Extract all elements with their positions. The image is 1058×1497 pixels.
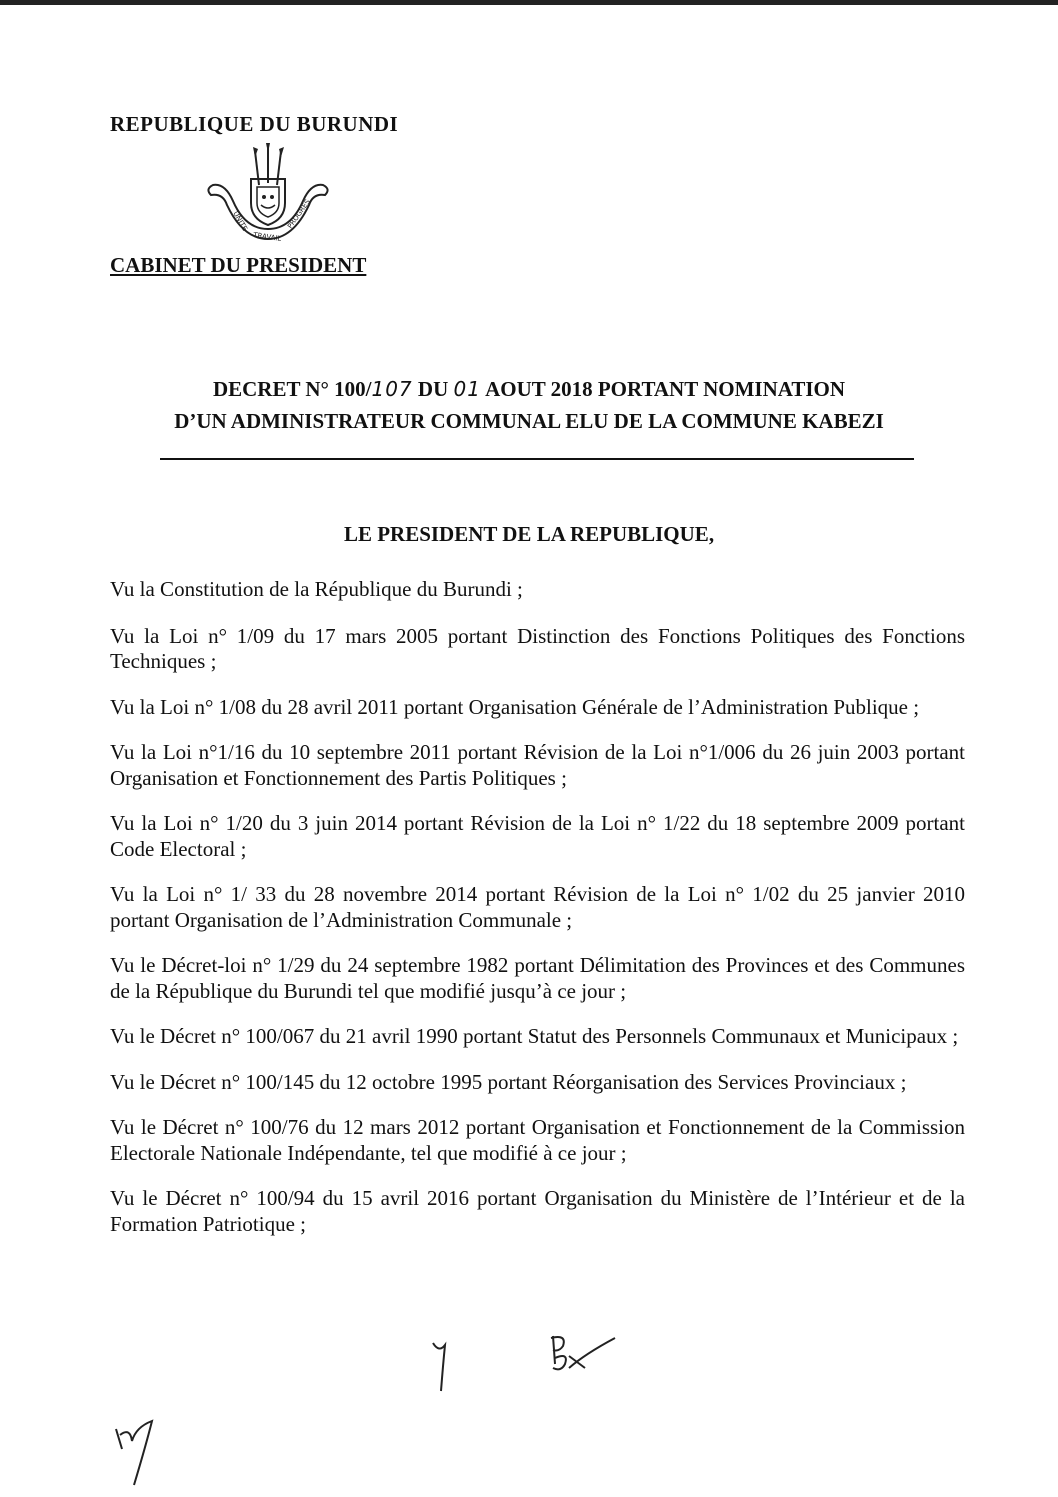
decree-number-handwritten: 107 xyxy=(371,377,413,401)
decree-title-line-2: D’UN ADMINISTRATEUR COMMUNAL ELU DE LA COMMUNE KABEZI xyxy=(174,409,884,433)
preamble-item: Vu la Loi n° 1/20 du 3 juin 2014 portant Révision de la Loi n° 1/22 du 18 septembre 2009 portant Code Electoral ; xyxy=(110,811,965,861)
handwritten-initial-mark xyxy=(425,1335,465,1395)
svg-text:PROGRES: PROGRES xyxy=(286,197,312,231)
preamble-item: Vu le Décret n° 100/94 du 15 avril 2016 portant Organisation du Ministère de l’Intérieur et de la Formation Patriotique ; xyxy=(110,1186,965,1236)
preamble-item: Vu le Décret n° 100/145 du 12 octobre 1995 portant Réorganisation des Services Provinciaux ; xyxy=(110,1069,907,1094)
preamble-item: Vu la Constitution de la République du Burundi ; xyxy=(110,577,523,601)
preamble-item: Vu le Décret n° 100/067 du 21 avril 1990 portant Statut des Personnels Communaux et Municipaux ; xyxy=(110,1024,959,1048)
decree-day-handwritten: 01 xyxy=(453,377,481,401)
decree-title-line-1 xyxy=(0,374,1058,404)
coat-of-arms-emblem xyxy=(203,143,333,253)
decree-du: DU xyxy=(417,377,449,401)
svg-text:TRAVAIL: TRAVAIL xyxy=(252,231,282,243)
svg-text:UNITE: UNITE xyxy=(231,210,249,233)
preamble-item: Vu le Décret n° 100/76 du 12 mars 2012 portant Organisation et Fonctionnement de la Commission Electorale Nationale Indépendante, tel que modifié à ce jour ; xyxy=(110,1115,965,1165)
cabinet-heading: CABINET DU PRESIDENT xyxy=(110,253,367,277)
title-underline-rule xyxy=(160,458,914,460)
decree-prefix: DECRET N° 100/ xyxy=(212,377,372,401)
decree-suffix: AOUT 2018 PORTANT NOMINATION xyxy=(485,377,846,401)
preamble-item: Vu la Loi n° 1/ 33 du 28 novembre 2014 portant Révision de la Loi n° 1/02 du 25 janvier 2010 portant Organisation de l’Administration Communale ; xyxy=(110,882,965,932)
republic-heading: REPUBLIQUE DU BURUNDI xyxy=(110,112,399,136)
preamble-item: Vu la Loi n° 1/08 du 28 avril 2011 portant Organisation Générale de l’Administration Publique ; xyxy=(110,694,920,719)
preamble-item: Vu la Loi n°1/16 du 10 septembre 2011 portant Révision de la Loi n°1/006 du 26 juin 2003 portant Organisation et Fonctionnement des Partis Politiques ; xyxy=(110,740,965,790)
handwritten-paraph xyxy=(112,1415,172,1490)
handwritten-initials xyxy=(545,1328,625,1378)
president-heading: LE PRESIDENT DE LA REPUBLIQUE, xyxy=(343,522,715,546)
preamble-list xyxy=(110,577,965,1237)
scan-top-edge xyxy=(0,0,1058,5)
preamble-item: Vu la Loi n° 1/09 du 17 mars 2005 portant Distinction des Fonctions Politiques des Fonctions Techniques ; xyxy=(110,623,965,673)
preamble-item: Vu le Décret-loi n° 1/29 du 24 septembre 1982 portant Délimitation des Provinces et des Communes de la République du Burundi tel que modifié jusqu’à ce jour ; xyxy=(110,953,965,1003)
